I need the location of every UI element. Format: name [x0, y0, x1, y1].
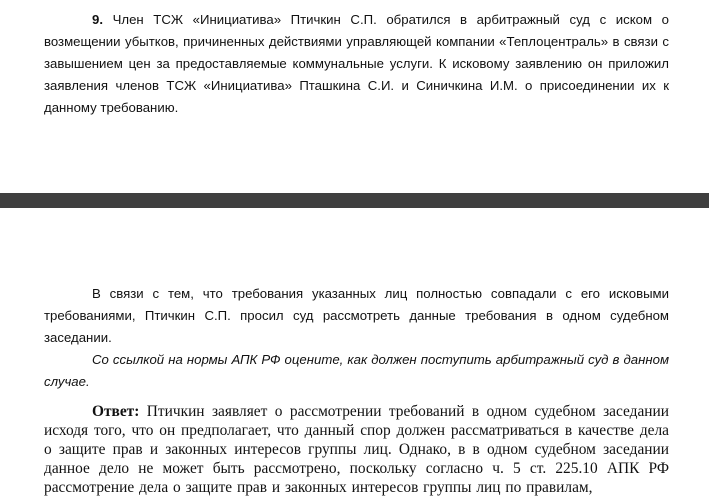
answer-text: Птичкин заявляет о рассмотрении требований в одном судебном заседании исходя того, что он предполагает, что данный спор должен рассматриваться в качестве дела о защите прав и законных интересов группы лиц. Однако, в в одном судебном заседании данное дело не может быть рассмотрено, поскольку согласно ч. 5 ст. 225.10 АПК РФ рассмотрение дела о защите прав и законных интересов группы лиц по правилам, — [44, 403, 669, 496]
task-paragraph — [44, 9, 669, 119]
answer-label: Ответ: — [92, 403, 140, 420]
answer-paragraph — [44, 402, 669, 497]
question-paragraph: Со ссылкой на нормы АПК РФ оцените, как должен поступить арбитражный суд в данном случае. — [44, 352, 669, 389]
task-number: 9. — [92, 12, 103, 27]
continuation-paragraph: В связи с тем, что требования указанных лиц полностью совпадали с его исковыми требованиями, Птичкин С.П. просил суд рассмотреть данные требования в одном судебном заседании. — [44, 286, 669, 345]
page-divider — [0, 193, 709, 208]
task-text: Член ТСЖ «Инициатива» Птичкин С.П. обратился в арбитражный суд с иском о возмещении убытков, причиненных действиями управляющей компании «Теплоцентраль» в связи с завышением цен за предоставляемые коммунальные услуги. К исковому заявлению он приложил заявления членов ТСЖ «Инициатива» Пташкина С.И. и Синичкина И.М. о присоединении их к данному требованию. — [44, 12, 669, 115]
